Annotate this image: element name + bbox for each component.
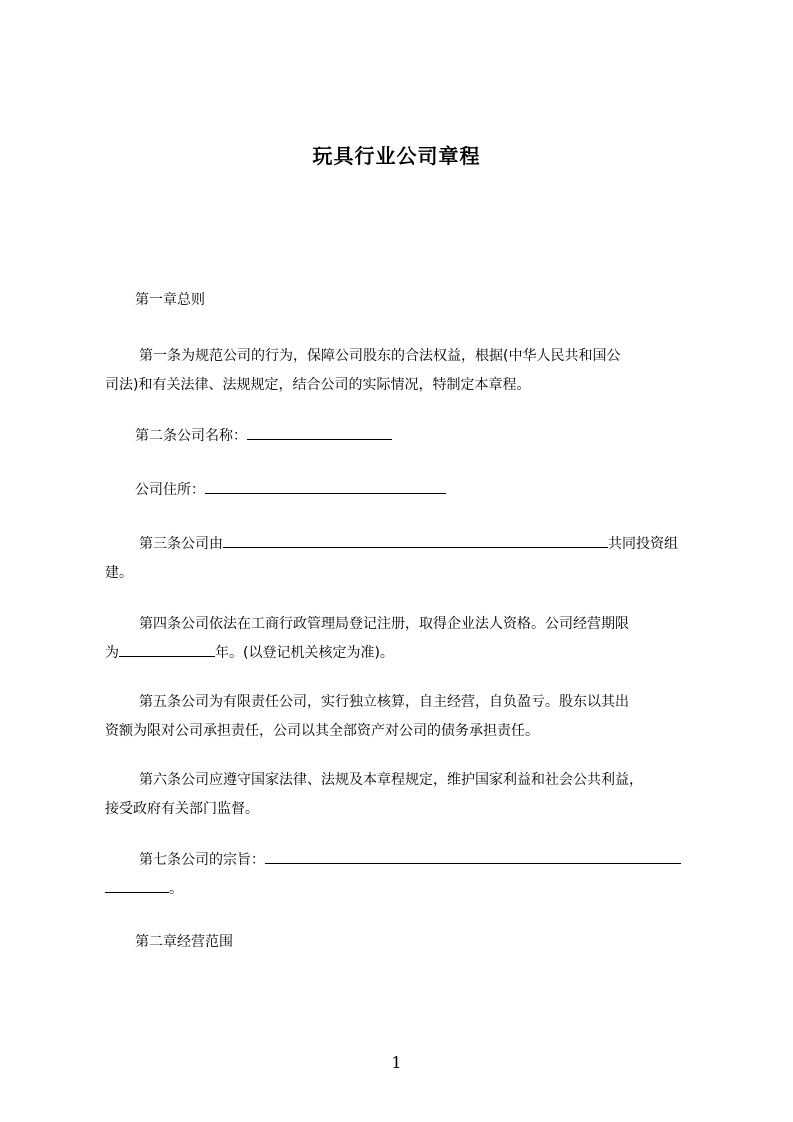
article-7-line-2-suffix: 。 <box>169 881 183 897</box>
company-address-label: 公司住所： <box>135 482 205 498</box>
article-7 <box>105 846 705 904</box>
article-1 <box>105 342 705 400</box>
article-6 <box>105 766 705 824</box>
article-4-line-1: 第四条公司依法在工商行政管理局登记注册，取得企业法人资格。公司经营期限 <box>139 616 629 632</box>
article-4-line-2-prefix: 为 <box>105 645 119 661</box>
company-address-blank <box>205 479 446 494</box>
company-purpose-blank-2 <box>105 878 169 893</box>
article-1-line-1: 第一条为规范公司的行为，保障公司股东的合法权益，根据(中华人民共和国公 <box>139 348 621 364</box>
company-name-blank <box>247 425 392 440</box>
chapter-heading-2: 第二章经营范围 <box>135 934 233 950</box>
investors-blank <box>223 533 608 548</box>
term-years-blank <box>119 642 215 657</box>
article-3-prefix: 第三条公司由 <box>139 536 223 552</box>
article-3 <box>105 530 705 588</box>
document-title: 玩具行业公司章程 <box>312 144 481 168</box>
article-3-line-2: 建。 <box>105 565 133 581</box>
company-address <box>105 476 705 505</box>
article-1-line-2: 司法)和有关法律、法规规定，结合公司的实际情况，特制定本章程。 <box>105 377 531 393</box>
article-5 <box>105 688 705 746</box>
company-purpose-blank-1 <box>265 849 681 864</box>
article-5-line-2: 资额为限对公司承担责任，公司以其全部资产对公司的债务承担责任。 <box>105 723 539 739</box>
article-4-line-2-suffix: 年。(以登记机关核定为准)。 <box>215 645 394 661</box>
article-5-line-1: 第五条公司为有限责任公司，实行独立核算，自主经营，自负盈亏。股东以其出 <box>139 694 629 710</box>
company-purpose-label: 第七条公司的宗旨： <box>139 852 265 868</box>
article-4 <box>105 610 705 668</box>
article-3-suffix: 共同投资组 <box>608 536 678 552</box>
article-6-line-1: 第六条公司应遵守国家法律、法规及本章程规定，维护国家利益和社会公共利益， <box>139 772 643 788</box>
chapter-heading-1: 第一章总则 <box>135 292 205 308</box>
article-6-line-2: 接受政府有关部门监督。 <box>105 801 259 817</box>
article-2 <box>105 422 705 451</box>
company-name-label: 第二条公司名称： <box>135 428 247 444</box>
page-number: 1 <box>391 1053 402 1072</box>
